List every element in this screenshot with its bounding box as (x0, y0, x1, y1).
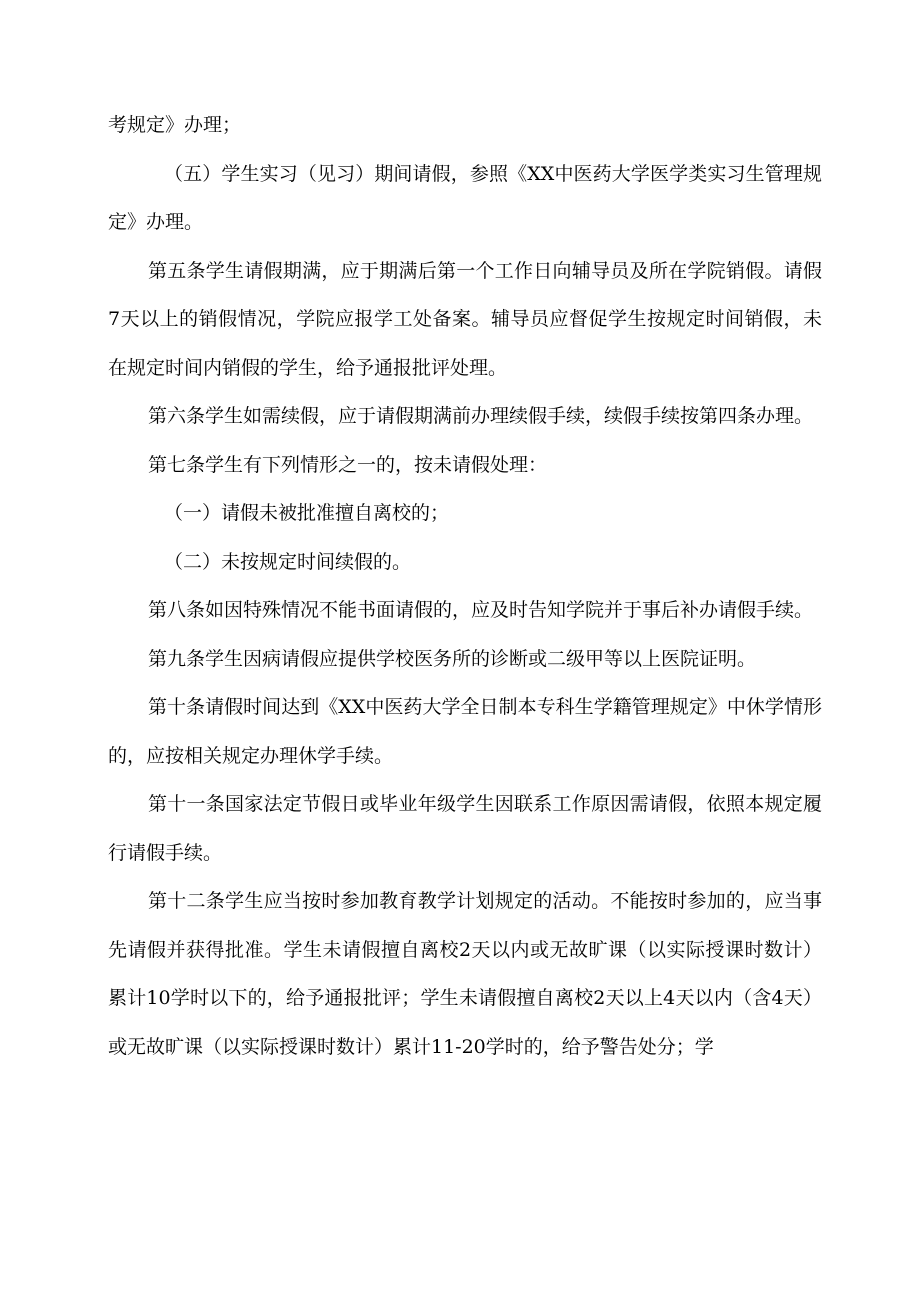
paragraph-internship-leave: （五）学生实习（见习）期间请假，参照《XX中医药大学医学类实习生管理规定》办理。 (108, 162, 822, 233)
paragraph-article-8: 第八条如因特殊情况不能书面请假的，应及时告知学院并于事后补办请假手续。 (148, 599, 814, 621)
paragraph-article-7: 第七条学生有下列情形之一的，按未请假处理： (148, 453, 548, 476)
paragraph-article-5: 第五条学生请假期满，应于期满后第一个工作日向辅导员及所在学院销假。请假7天以上的销假情况，学院应报学工处备案。辅导员应督促学生按规定时间销假，未在规定时间内销假的学生，给予通报批评处理。 (108, 259, 822, 379)
paragraph-article-10: 第十条请假时间达到《XX中医药大学全日制本专科生学籍管理规定》中休学情形的，应按相关规定办理休学手续。 (108, 696, 822, 767)
paragraph-article-11: 第十一条国家法定节假日或毕业年级学生因联系工作原因需请假，依照本规定履行请假手续。 (108, 793, 822, 864)
paragraph-article-7-item-1: （一）请假未被批准擅自离校的； (164, 502, 450, 524)
paragraph-continuation: 考规定》办理； (108, 114, 242, 136)
paragraph-article-6: 第六条学生如需续假，应于请假期满前办理续假手续，续假手续按第四条办理。 (148, 405, 814, 427)
paragraph-article-7-item-2: （二）未按规定时间续假的。 (164, 550, 412, 573)
paragraph-article-9: 第九条学生因病请假应提供学校医务所的诊断或二级甲等以上医院证明。 (148, 647, 757, 670)
paragraph-article-12: 第十二条学生应当按时参加教育教学计划规定的活动。不能按时参加的，应当事先请假并获得批准。学生未请假擅自离校2天以内或无故旷课（以实际授课时数计）累计10学时以下的，给予通报批评；学生未请假擅自离校2天以上4天以内（含4天）或无故旷课（以实际授课时数计）累计11-20学时的，给予警告处分；学 (108, 890, 822, 1058)
